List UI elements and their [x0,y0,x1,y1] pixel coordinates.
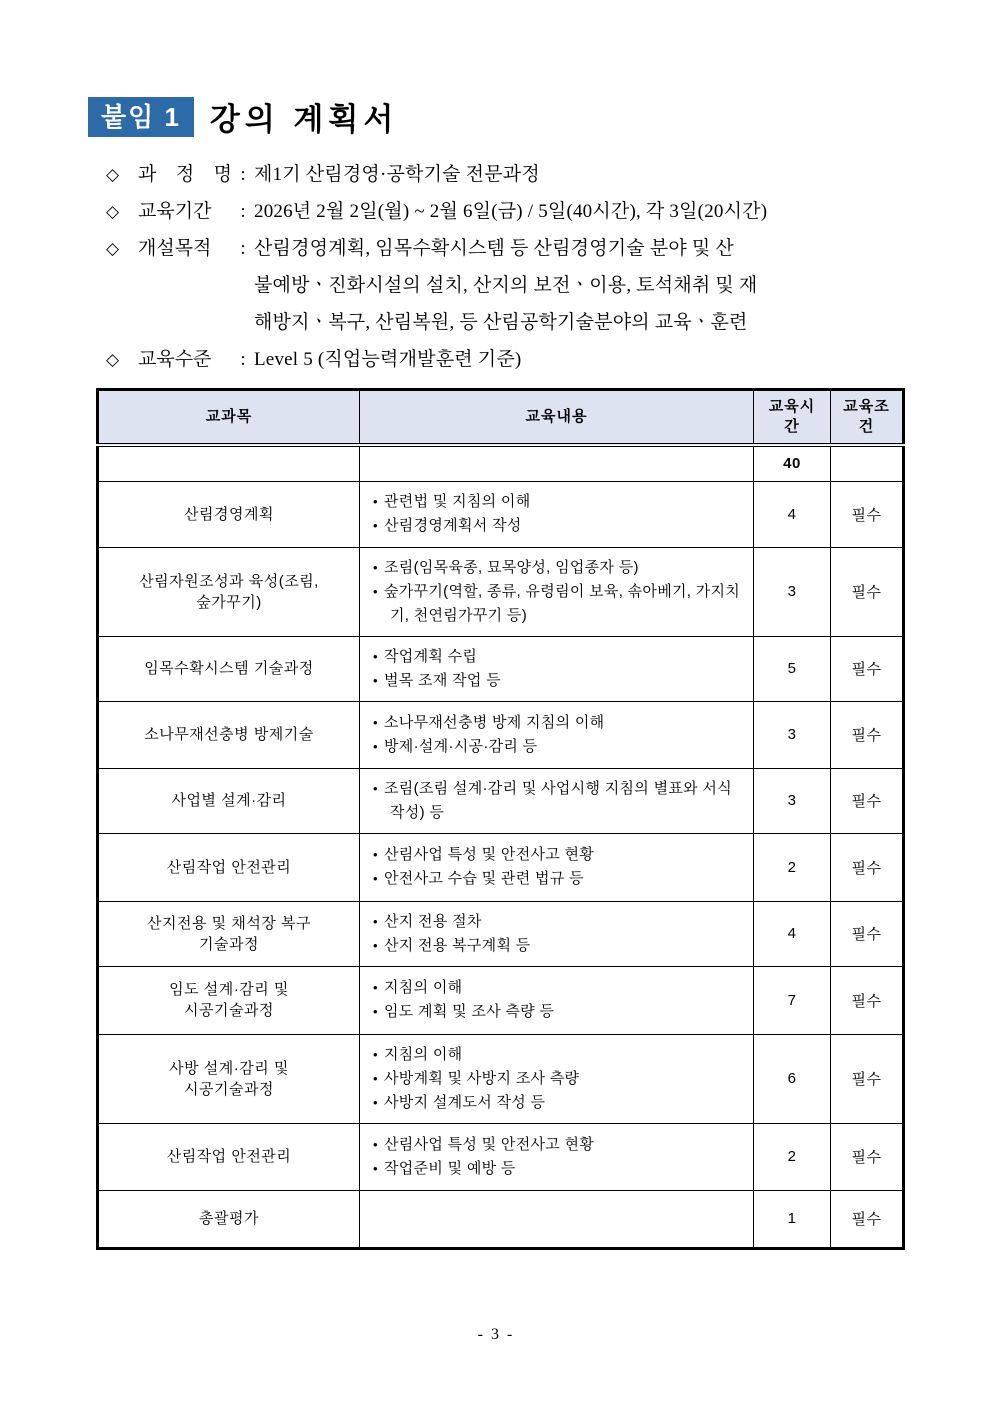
bullet-icon: • [373,518,378,533]
hours-cell: 6 [754,1034,831,1123]
content-text: 조림(임목육종, 묘목양성, 임업종자 등) [384,558,639,576]
subject-line: 산림경영계획 [184,505,274,523]
content-cell [360,636,754,701]
condition-cell: 필수 [831,1034,904,1123]
subject-line: 시공기술과정 [184,1080,274,1098]
subject-cell [98,833,360,901]
content-text: 조림(조림 설계·감리 및 사업시행 지침의 별표와 서식 작성) 등 [384,779,732,821]
table-row [98,445,904,481]
subject-cell [98,547,360,636]
diamond-icon: ◇ [106,239,120,258]
subject-line: 산지전용 및 채석장 복구 [147,914,311,932]
subject-line: 총괄평가 [199,1210,259,1227]
content-text: 산지 전용 복구계획 등 [384,936,531,954]
condition-cell: 필수 [831,701,904,768]
subject-cell [98,445,360,481]
column-header-line: 건 [858,418,875,435]
bullet-icon: • [373,494,378,509]
meta-separator: : [240,201,246,222]
content-cell [360,901,754,966]
table-row [98,481,904,547]
document-header [88,94,398,139]
column-header [360,390,754,446]
bullet-icon: • [373,738,378,754]
hours-cell: 3 [754,701,831,768]
diamond-icon: ◇ [106,350,120,369]
table-row [98,966,904,1034]
subject-line: 임목수확시스템 기술과정 [144,660,314,677]
condition-cell [831,445,904,481]
subject-line: 산림작업 안전관리 [166,1148,292,1165]
bullet-icon: • [373,847,378,862]
meta-separator: : [240,238,246,259]
table-row [98,901,904,966]
column-header-line: 간 [784,418,800,435]
content-text: 작업준비 및 예방 등 [384,1159,516,1177]
content-bullet-item [373,490,743,514]
page-number: - 3 - [477,1326,515,1343]
column-header-line: 교육시 [768,397,816,415]
content-bullet-item [373,1091,743,1115]
content-bullet-item [373,669,743,693]
meta-value-line: 제1기 산림경영·공학기술 전문과정 [254,164,540,185]
column-header [754,390,831,446]
meta-label: 과 정 명 [138,164,232,185]
content-cell [360,966,754,1034]
content-bullet-item [373,1067,743,1091]
meta-label: 개설목적 [138,238,212,259]
subject-cell [98,481,360,547]
table-row [98,701,904,768]
meta-value-line: 산림경영계획, 임목수확시스템 등 산림경영기술 분야 및 산 [254,238,734,259]
bullet-icon: • [373,871,378,886]
bullet-icon: • [373,559,378,575]
content-text: 지침의 이해 [384,1045,463,1063]
content-bullet-item [373,976,743,1000]
subject-cell [98,701,360,768]
bullet-icon: • [373,780,378,796]
content-text: 관련법 및 지침의 이해 [384,493,531,510]
content-text: 소나무재선충병 방제 지침의 이해 [384,713,605,731]
hours-cell: 7 [754,966,831,1034]
subject-cell [98,901,360,966]
table-row [98,1123,904,1190]
column-header-line: 교과목 [205,407,253,425]
subject-line: 소나무재선충병 방제기술 [144,726,314,743]
table-row [98,636,904,701]
content-cell [360,481,754,547]
page-title: 강의 계획서 [209,102,399,137]
condition-cell: 필수 [831,481,904,547]
subject-line: 사방 설계·감리 및 [169,1059,289,1077]
hours-cell: 4 [754,481,831,547]
hours-cell: 3 [754,768,831,833]
content-text: 산지 전용 절차 [384,912,482,930]
condition-cell: 필수 [831,768,904,833]
meta-value [254,156,916,193]
subject-line: 산림작업 안전관리 [166,858,292,876]
bullet-icon: • [373,1004,378,1019]
content-text: 안전사고 수습 및 관련 법규 등 [384,870,584,887]
content-text: 산림사업 특성 및 안전사고 현황 [384,1135,595,1153]
hours-cell: 1 [754,1190,831,1248]
document-footer [0,1326,992,1344]
hours-cell: 5 [754,636,831,701]
meta-value [254,193,916,230]
content-text: 벌목 조재 작업 등 [384,671,501,689]
curriculum-table-body [98,445,904,1248]
content-cell [360,701,754,768]
meta-label: 교육수준 [138,349,212,370]
hours-cell: 2 [754,833,831,901]
table-row [98,833,904,901]
content-bullet-item [373,777,743,825]
header-row [98,390,904,446]
hours-cell: 4 [754,901,831,966]
content-bullet-item [373,556,743,580]
subject-line: 사업별 설계·감리 [171,792,287,809]
condition-cell: 필수 [831,966,904,1034]
content-text: 임도 계획 및 조사 측량 등 [384,1003,555,1020]
content-bullet-item [373,580,743,628]
curriculum-table [96,388,905,1250]
attachment-badge: 붙임 1 [88,97,194,137]
content-bullet-item [373,735,743,759]
bullet-icon: • [373,1046,378,1062]
hours-cell: 40 [754,445,831,481]
diamond-icon: ◇ [106,165,120,184]
meta-separator: : [240,164,246,185]
column-header [831,390,904,446]
bullet-icon: • [373,583,378,599]
content-bullet-item [373,1043,743,1067]
content-text: 사방계획 및 사방지 조사 측량 [384,1069,580,1087]
content-bullet-item [373,645,743,669]
subject-cell [98,768,360,833]
content-cell [360,1190,754,1248]
content-text: 산림사업 특성 및 안전사고 현황 [384,846,595,863]
condition-cell: 필수 [831,636,904,701]
condition-cell: 필수 [831,901,904,966]
column-header [98,390,360,446]
content-bullet-item [373,1000,743,1024]
condition-cell: 필수 [831,547,904,636]
subject-line: 산림자원조성과 육성(조림, [139,572,319,590]
subject-line: 기술과정 [199,935,259,953]
hours-cell: 2 [754,1123,831,1190]
bullet-icon: • [373,714,378,730]
meta-separator: : [240,349,246,370]
bullet-icon: • [373,1160,378,1176]
bullet-icon: • [373,913,378,929]
subject-cell [98,1190,360,1248]
bullet-icon: • [373,648,378,664]
meta-value-line: 2026년 2월 2일(월) ~ 2월 6일(금) / 5일(40시간), 각 3일(20시간) [254,201,768,222]
meta-value-line: 해방지ㆍ복구, 산림복원, 등 산림공학기술분야의 교육ㆍ훈련 [254,312,748,333]
meta-value [254,230,916,341]
content-text: 작업계획 수립 [384,647,478,665]
content-bullet-item [373,867,743,891]
content-bullet-item [373,934,743,958]
subject-cell [98,636,360,701]
bullet-icon: • [373,1070,378,1086]
condition-cell: 필수 [831,1190,904,1248]
column-header-line: 교육내용 [525,407,588,425]
table-row [98,1034,904,1123]
content-bullet-item [373,514,743,538]
content-text: 사방지 설계도서 작성 등 [384,1093,546,1111]
bullet-icon: • [373,1094,378,1110]
content-cell [360,1034,754,1123]
meta-value [254,341,916,378]
subject-cell [98,1034,360,1123]
bullet-icon: • [373,1136,378,1152]
content-cell [360,833,754,901]
meta-item [106,230,916,341]
subject-line: 임도 설계·감리 및 [169,981,289,998]
course-meta-list [106,156,916,378]
meta-item [106,193,916,230]
curriculum-table-header [98,390,904,446]
table-row [98,547,904,636]
meta-value-line: Level 5 (직업능력개발훈련 기준) [254,349,522,370]
content-bullet-item [373,910,743,934]
table-row [98,1190,904,1248]
content-text: 방제·설계·시공·감리 등 [384,737,538,755]
diamond-icon: ◇ [106,202,120,221]
subject-line: 숲가꾸기) [196,593,262,611]
subject-cell [98,1123,360,1190]
meta-item [106,341,916,378]
content-cell [360,1123,754,1190]
subject-cell [98,966,360,1034]
content-cell [360,768,754,833]
meta-label: 교육기간 [138,201,212,222]
content-text: 지침의 이해 [384,979,463,996]
bullet-icon: • [373,937,378,953]
bullet-icon: • [373,672,378,688]
content-text: 산림경영계획서 작성 [384,517,522,534]
column-header-line: 교육조 [843,397,890,415]
content-bullet-item [373,1157,743,1181]
subject-line: 시공기술과정 [184,1002,274,1019]
content-bullet-item [373,1133,743,1157]
content-text: 숲가꾸기(역할, 종류, 유령림이 보육, 솎아베기, 가지치기, 천연림가꾸기 등) [384,582,741,624]
condition-cell: 필수 [831,833,904,901]
content-cell [360,547,754,636]
content-bullet-item [373,711,743,735]
condition-cell: 필수 [831,1123,904,1190]
hours-cell: 3 [754,547,831,636]
table-row [98,768,904,833]
content-cell [360,445,754,481]
content-bullet-item [373,843,743,867]
bullet-icon: • [373,980,378,995]
meta-value-line: 불예방ㆍ진화시설의 설치, 산지의 보전ㆍ이용, 토석채취 및 재 [254,275,758,296]
meta-item [106,156,916,193]
